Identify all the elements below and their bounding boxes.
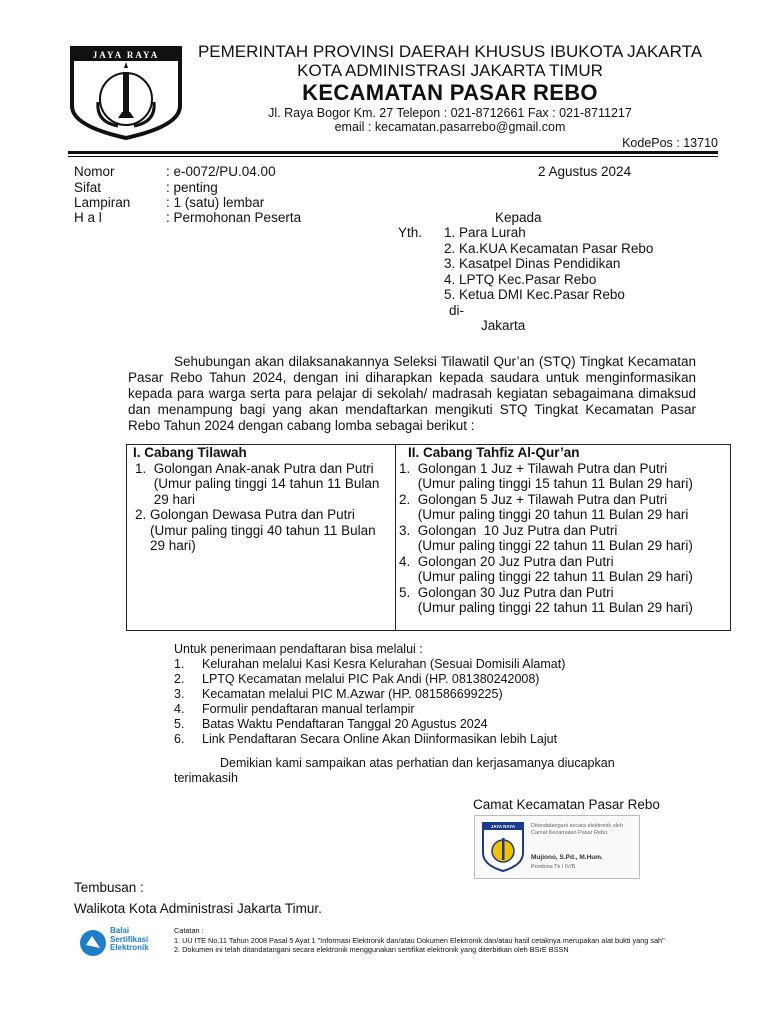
registration-intro: Untuk penerimaan pendaftaran bisa melalui : bbox=[174, 642, 423, 656]
header-divider-thin bbox=[68, 156, 718, 157]
recipient-kepada: Kepada bbox=[495, 210, 542, 225]
registration-item: 1. Kelurahan melalui Kasi Kesra Kelurahan (Sesuai Domisili Alamat) bbox=[174, 657, 566, 671]
tahfiz-line: (Umur paling tinggi 22 tahun 11 Bulan 29 hari) bbox=[399, 600, 693, 615]
tilawah-line: 29 hari bbox=[135, 491, 196, 507]
letter-date: 2 Agustus 2024 bbox=[538, 164, 632, 179]
footer-notes: Catatan : 1. UU ITE No.11 Tahun 2008 Pasal 5 Ayat 1 "Informasi Elektronik dan/atau Dokumen Elektronik dan/atau hasil cetaknya merupakan alat bukti yang sah" 2. Dokumen ini telah ditandatangani secara elektronik menggunakan sertifikat elektronik yang diterbitkan oleh BSrE BSSN bbox=[174, 926, 665, 954]
tilawah-line: 1. Golongan Anak-anak Putra dan Putri bbox=[135, 460, 374, 476]
tembusan-label: Tembusan : bbox=[74, 880, 144, 895]
header-kodepos: KodePos : 13710 bbox=[622, 136, 718, 150]
tilawah-line: (Umur paling tinggi 40 tahun 11 Bulan bbox=[135, 522, 376, 538]
recipient-item: 2. Ka.KUA Kecamatan Pasar Rebo bbox=[444, 240, 654, 256]
header-line-kecamatan: KECAMATAN PASAR REBO bbox=[302, 80, 598, 105]
recipient-item: 5. Ketua DMI Kec.Pasar Rebo bbox=[444, 287, 625, 302]
recipient-di: di- bbox=[449, 303, 465, 318]
tahfiz-line: 4. Golongan 20 Juz Putra dan Putri bbox=[399, 553, 614, 569]
stamp-text: Ditandatangani secara elektronik oleh Camat Kecamatan Pasar Rebo, bbox=[531, 823, 624, 836]
stamp-emblem-logo: JAYA RAYA bbox=[481, 821, 525, 873]
recipient-item: 3. Kasatpel Dinas Pendidikan bbox=[444, 256, 621, 271]
registration-item: 6. Link Pendaftaran Secara Online Akan Diinformasikan lebih Lajut bbox=[174, 732, 558, 746]
closing-line2: terimakasih bbox=[174, 771, 238, 785]
tahfiz-line: 3. Golongan 10 Juz Putra dan Putri bbox=[399, 522, 618, 538]
registration-item: 5. Batas Waktu Pendaftaran Tanggal 20 Agustus 2024 bbox=[174, 717, 488, 731]
meta-nomor: Nomor : e-0072/PU.04.00 bbox=[74, 164, 276, 179]
competition-table bbox=[126, 444, 731, 631]
table-col-tilawah bbox=[127, 445, 396, 631]
tahfiz-line: (Umur paling tinggi 15 tahun 11 Bulan 29 hari) bbox=[399, 476, 693, 491]
recipient-item: 4. LPTQ Kec.Pasar Rebo bbox=[444, 271, 597, 287]
registration-item: 3. Kecamatan melalui PIC M.Azwar (HP. 081586699225) bbox=[174, 687, 503, 701]
registration-item: 4. Formulir pendaftaran manual terlampir bbox=[174, 702, 415, 716]
header-divider bbox=[68, 151, 718, 154]
meta-sifat: Sifat : penting bbox=[74, 180, 218, 195]
electronic-signature-stamp bbox=[474, 815, 640, 879]
tahfiz-list bbox=[396, 461, 730, 616]
tahfiz-line: (Umur paling tinggi 22 tahun 11 Bulan 29 hari) bbox=[399, 569, 693, 584]
tahfiz-title: II. Cabang Tahfiz Al-Qur’an bbox=[408, 445, 580, 460]
header-email: email : kecamatan.pasarrebo@gmail.com bbox=[334, 120, 566, 134]
meta-hal: H a l : Permohonan Peserta bbox=[74, 210, 302, 225]
bsre-logo: Balai Sertifikasi Elektronik bbox=[78, 926, 166, 960]
header-line-city: KOTA ADMINISTRASI JAKARTA TIMUR bbox=[297, 61, 603, 80]
bsre-icon bbox=[78, 928, 108, 958]
tilawah-title: I. Cabang Tilawah bbox=[133, 445, 247, 460]
tilawah-list bbox=[127, 461, 395, 554]
tahfiz-line: 1. Golongan 1 Juz + Tilawah Putra dan Putri bbox=[399, 460, 668, 476]
table-col-tahfiz bbox=[396, 445, 731, 631]
tahfiz-line: (Umur paling tinggi 22 tahun 11 Bulan 29 hari) bbox=[399, 538, 693, 553]
closing-line1: Demikian kami sampaikan atas perhatian dan kerjasamanya diucapkan bbox=[220, 756, 615, 770]
tilawah-line: (Umur paling tinggi 14 tahun 11 Bulan bbox=[135, 476, 380, 491]
tembusan-item: Walikota Kota Administrasi Jakarta Timur. bbox=[74, 901, 322, 916]
tahfiz-line: 5. Golongan 30 Juz Putra dan Putri bbox=[399, 584, 614, 600]
tahfiz-line: (Umur paling tinggi 20 tahun 11 Bulan 29 hari bbox=[399, 507, 689, 522]
jakarta-emblem-logo bbox=[68, 44, 184, 140]
registration-list bbox=[174, 657, 565, 747]
recipient-yth: Yth. bbox=[398, 225, 423, 240]
header-line-province: PEMERINTAH PROVINSI DAERAH KHUSUS IBUKOTA JAKARTA bbox=[197, 42, 703, 61]
recipient-city: Jakarta bbox=[481, 318, 526, 333]
tilawah-line: 2. Golongan Dewasa Putra dan Putri bbox=[135, 507, 355, 522]
recipient-item: 1. Para Lurah bbox=[444, 225, 526, 240]
logo-text: JAYA RAYA bbox=[84, 50, 168, 60]
registration-item: 2. LPTQ Kecamatan melalui PIC Pak Andi (HP. 081380242008) bbox=[174, 672, 540, 686]
recipient-list bbox=[444, 225, 653, 303]
tilawah-line: 29 hari) bbox=[135, 538, 196, 553]
header-address: Jl. Raya Bogor Km. 27 Telepon : 021-8712661 Fax : 021-8711217 bbox=[268, 106, 632, 120]
signature-title: Camat Kecamatan Pasar Rebo bbox=[473, 797, 660, 812]
signatory-name: Mujiono, S.Pd., M.Hum. bbox=[531, 854, 603, 861]
tahfiz-line: 2. Golongan 5 Juz + Tilawah Putra dan Putri bbox=[399, 491, 668, 507]
signatory-rank: Pembina Tk I IV/B bbox=[531, 864, 576, 870]
meta-lampiran: Lampiran : 1 (satu) lembar bbox=[74, 195, 265, 210]
body-paragraph: Sehubungan akan dilaksanakannya Seleksi Tilawatil Qur’an (STQ) Tingkat Kecamatan Pasar Rebo Tahun 2024, dengan ini diharapkan kepada saudara untuk menginformasikan kepada para warga serta para pelajar di sekolah/ madrasah kegiatan sebagaimana dimaksud dan menampung bagi yang akan mendaftarkan mengikuti STQ Tingkat Kecamatan Pasar Rebo Tahun 2024 dengan cabang lomba sebagai berikut : bbox=[128, 354, 696, 433]
